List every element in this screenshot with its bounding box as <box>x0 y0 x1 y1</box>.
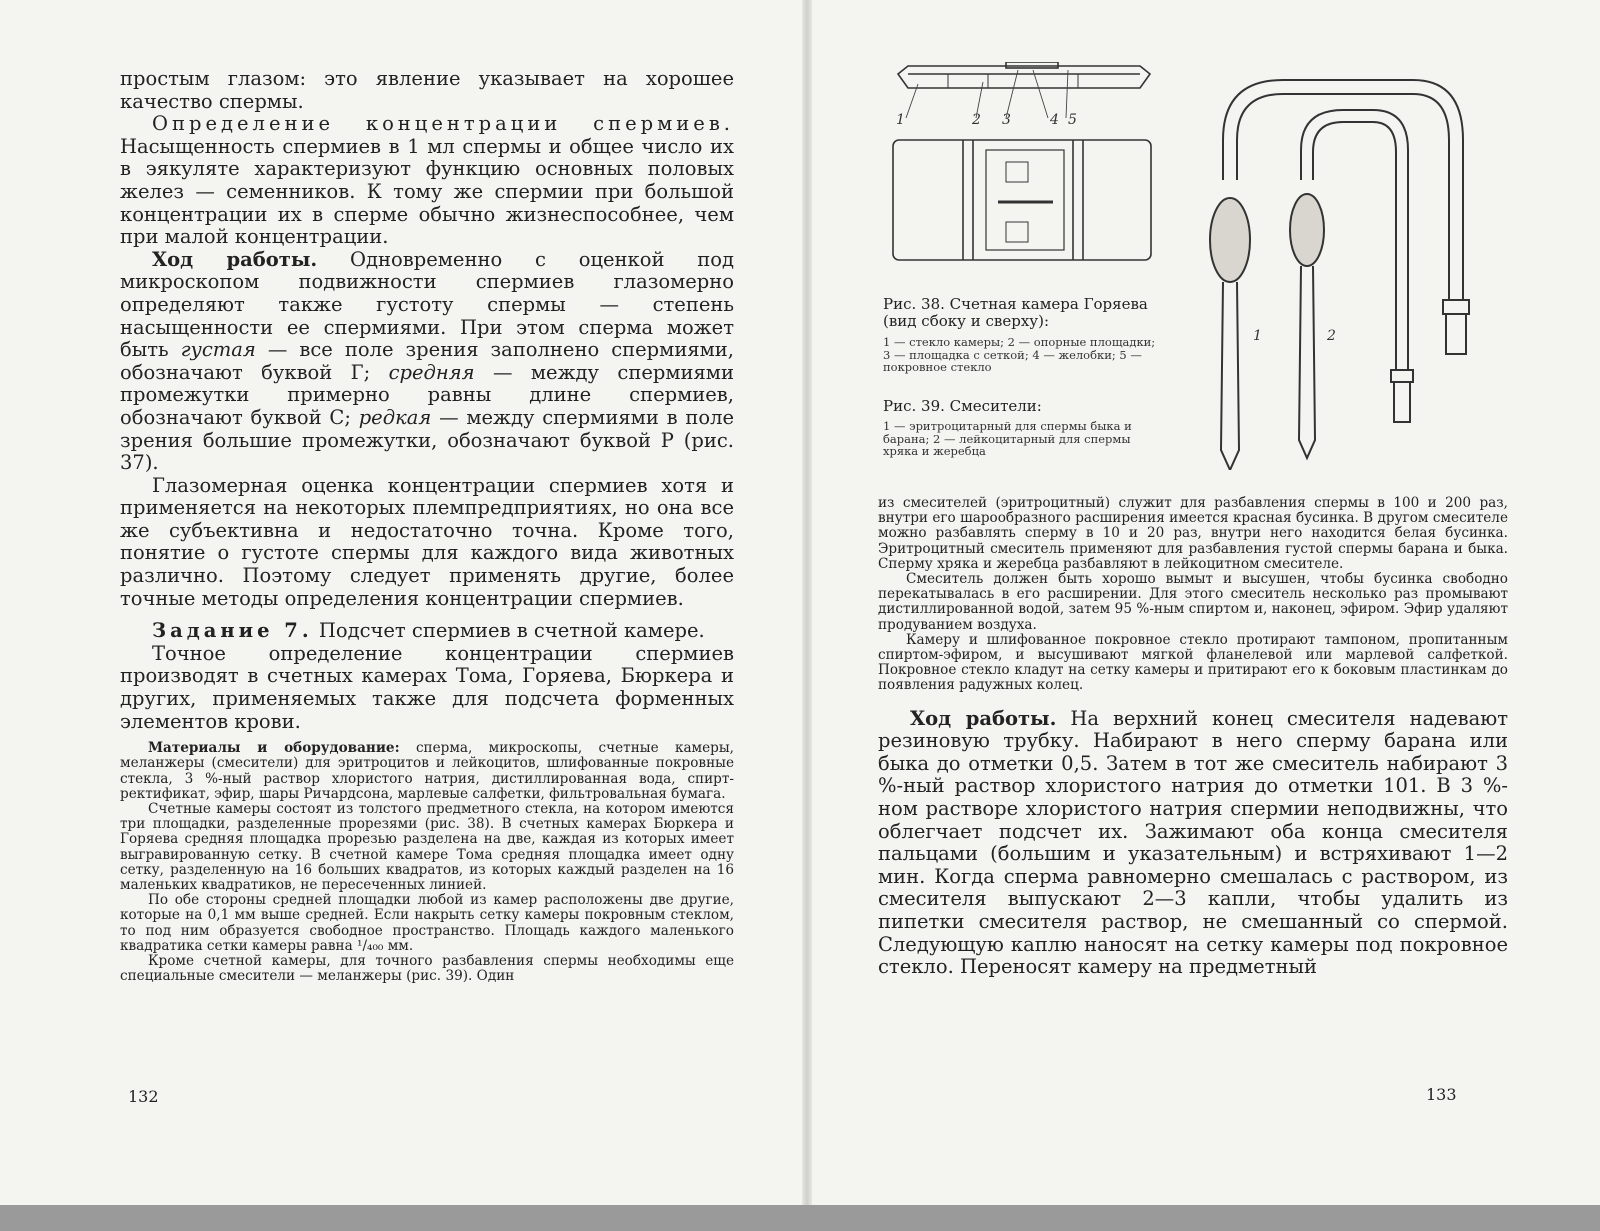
procedure-heading-right: Ход работы. <box>910 706 1057 730</box>
fig38-label-2: 2 <box>972 112 981 128</box>
paragraph-chambers: Счетные камеры состоят из толстого предметного стекла, на котором имеются три площадки, разделенные прорезями (рис. 38). В счетных камерах Бюркера и Горяева средняя площадка прорезью разделена на две, каждая из которых имеет выгравированную сетку. В счетной камере Тома средняя площадка имеет одну сетку, разделенную на 16 больших квадратов, из которых каждый разделен на 16 маленьких квадратиков, не пересеченных линией. <box>120 801 734 894</box>
mixer-leukocyte <box>1290 110 1413 458</box>
fig39-label-2: 2 <box>1327 328 1336 344</box>
paragraph-visual-estimate: Глазомерная оценка концентрации спермиев хотя и применяется на некоторых племпредприятиях, но она все же субъективна и недостаточно точна. Кроме того, понятие о густоте спермы для каждого вида животных различно. Поэтому следует применять другие, более точные методы определения концентрации спермиев. <box>120 473 734 610</box>
figure-39-legend: 1 — эритроцитарный для спермы быка и барана; 2 — лейкоцитарный для спермы хряка и жеребца <box>883 419 1132 458</box>
fig38-label-1: 1 <box>896 112 905 128</box>
figure-39-caption: Рис. 39. Смесители: <box>883 397 1042 415</box>
paragraph-mixers-use: из смесителей (эритроцитный) служит для разбавления спермы в 100 и 200 раз, внутри его шарообразного расширения имеется красная бусинка. В другом смесителе можно разбавлять сперму в 10 и 20 раз, внутри него находится белая бусинка. Эритроцитный смеситель применяют для разбавления густой спермы барана и быка. Сперму хряка и жеребца разбавляют в лейкоцитном смесителе. <box>878 495 1508 572</box>
fig39-label-1: 1 <box>1253 328 1262 344</box>
paragraph-materials: Материалы и оборудование: сперма, микроскопы, счетные камеры, меланжеры (смесители) для эритроцитов и лейкоцитов, шлифованные покровные стекла, 3 %-ный раствор хлористого натрия, дистиллированная вода, спирт-ректификат, эфир, шары Ричардсона, марлевые салфетки, фильтровальная бумага. <box>120 740 735 802</box>
paragraph-mixer-cleaning: Смеситель должен быть хорошо вымыт и высушен, чтобы бусинка свободно перекатывалась в его расширении. Для этого смеситель несколько раз промывают дистиллированной водой, затем 95 %-ным спиртом и, наконец, эфиром. Эфир удаляют продуванием воздуха. <box>878 571 1508 633</box>
fig38-label-5: 5 <box>1068 112 1077 128</box>
paragraph-exact-method: Точное определение концентрации спермиев производят в счетных камерах Тома, Горяева, Бюркера и других, применяемых также для подсчета форменных элементов крови. <box>120 641 734 733</box>
paragraph-chamber-cleaning: Камеру и шлифованное покровное стекло протирают тампоном, пропитанным спиртом-эфиром, и высушивают мягкой фланелевой или марлевой салфеткой. Покровное стекло кладут на сетку камеры и притирают его к боковым пластинкам до появления радужных колец. <box>878 631 1508 694</box>
materials-heading: Материалы и оборудование: <box>148 740 400 757</box>
chamber-side-view <box>898 62 1150 88</box>
right-page <box>808 0 1600 1231</box>
chamber-top-view <box>893 140 1151 260</box>
task-heading: Задание 7. <box>152 619 313 643</box>
left-text-column <box>120 68 734 984</box>
right-text-column <box>878 496 1508 979</box>
scan-bottom-edge <box>0 1205 1600 1231</box>
figure-38-caption: Рис. 38. Счетная камера Горяева (вид сбоку и сверху): <box>883 295 1148 330</box>
paragraph-continued: простым глазом: это явление указывает на хорошее качество спермы. <box>120 67 734 113</box>
figure-39-mixers <box>1203 70 1493 470</box>
mixer-erythrocyte <box>1210 80 1469 470</box>
book-gutter <box>802 0 812 1231</box>
paragraph-procedure-right: Ход работы. На верхний конец смесителя надевают резиновую трубку. Набирают в него сперму барана или быка до отметки 0,5. Затем в тот же смеситель набирают 3 %-ный раствор хлористого натрия до отметки 101. В 3 %-ном растворе хлористого натрия спермии неподвижны, что облегчает подсчет их. Зажимают оба конца смесителя пальцами (большим и указательным) и встряхивают 1—2 мин. Когда сперма равномерно смешалась с раствором, из смесителя выпускают 2—3 капли, чтобы удалить из пипетки смесителя раствор, не смешанный со спермой. Следующую каплю наносят на сетку камеры под покровное стекло. Переносят камеру на предметный <box>878 706 1509 979</box>
paragraph-mixers-intro: Кроме счетной камеры, для точного разбавления спермы необходимы еще специальные смесители — меланжеры (рис. 39). Один <box>120 953 734 985</box>
chamber-leader-lines <box>906 70 1068 118</box>
paragraph-platforms: По обе стороны средней площадки любой из камер расположены две другие, которые на 0,1 мм выше средней. Если накрыть сетку камеры покровным стеклом, то под ним образуется свободное пространство. Площадь каждого маленького квадратика сетки камеры равна ¹/₄₀₀ мм. <box>120 892 734 954</box>
figure-38-legend: 1 — стекло камеры; 2 — опорные площадки; 3 — площадка с сеткой; 4 — желобки; 5 — покровное стекло <box>883 335 1156 374</box>
fig38-label-4: 4 <box>1050 112 1059 128</box>
figure-38-counting-chamber <box>888 62 1158 282</box>
procedure-heading: Ход работы. <box>152 247 318 271</box>
task-heading-line: Задание 7. Подсчет спермиев в счетной камере. <box>152 619 705 643</box>
page-number-left: 132 <box>128 1087 159 1106</box>
fig38-label-3: 3 <box>1002 112 1011 128</box>
page-number-right: 133 <box>1426 1085 1457 1104</box>
section-heading: Определение концентрации спермиев. <box>152 112 734 136</box>
paragraph-concentration: Определение концентрации спермиев. Насыщенность спермиев в 1 мл спермы и общее число их в эякуляте характеризуют функцию основных половых желез — семенников. К тому же спермии при большой концентрации их в сперме обычно жизнеспособнее, чем при малой концентрации. <box>120 112 734 249</box>
paragraph-procedure: Ход работы. Одновременно с оценкой под микроскопом подвижности спермиев глазомерно определяют также густоту спермы — степень насыщенности ее спермиями. При этом сперма может быть густая — все поле зрения заполнено спермиями, обозначают буквой Г; средняя — между спермиями промежутки примерно равны длине спермиев, обозначают буквой С; редкая — между спермиями в поле зрения большие промежутки, обозначают буквой Р (рис. 37). <box>120 247 735 475</box>
